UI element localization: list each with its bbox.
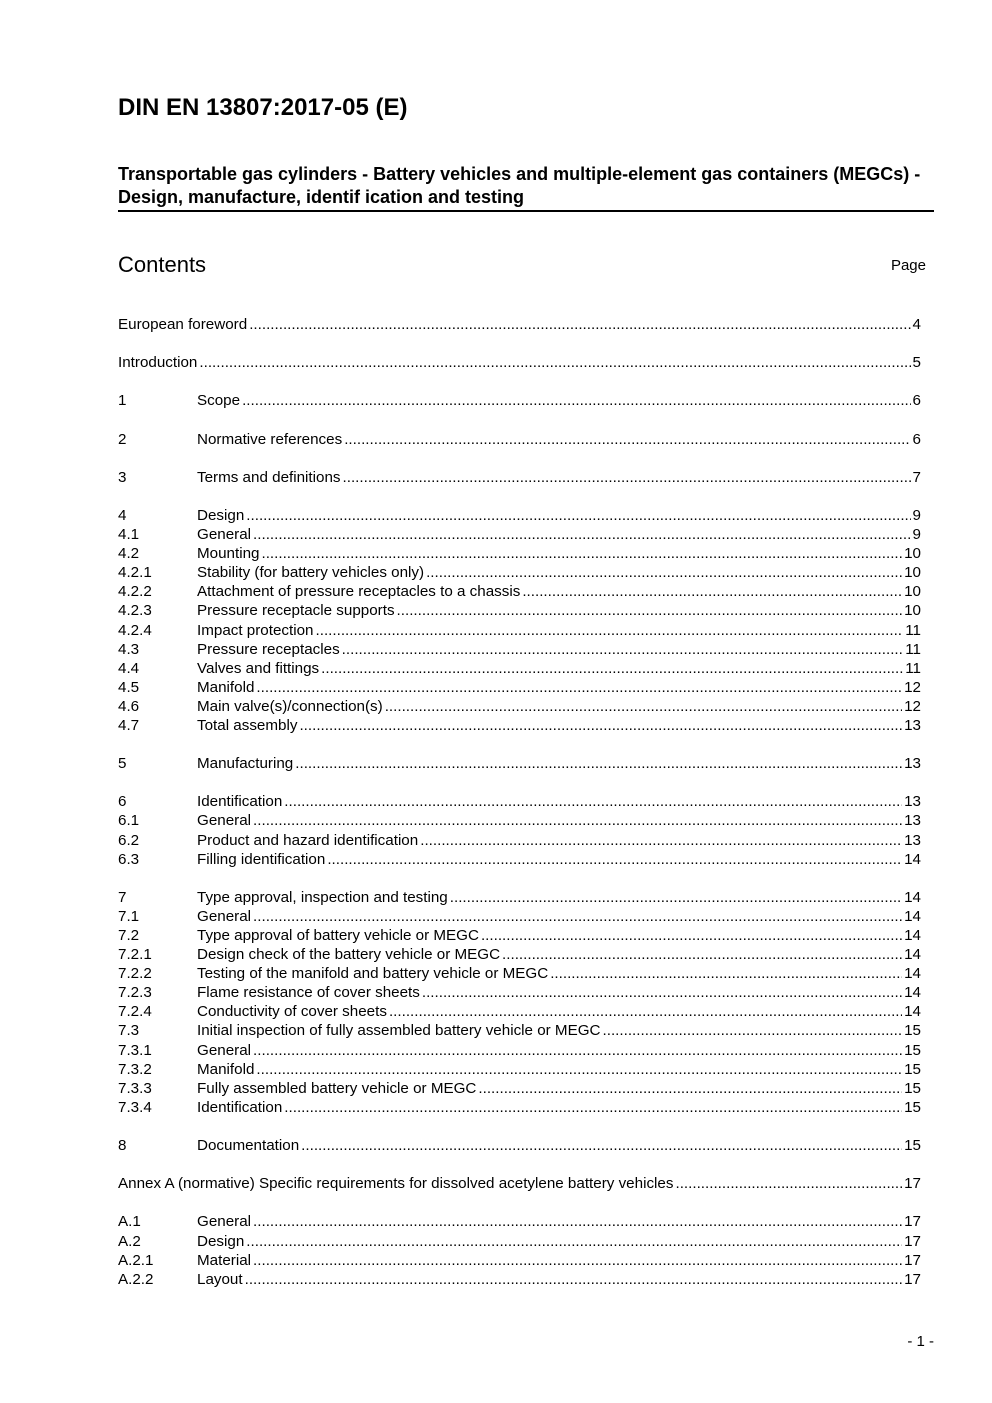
toc-entry-number: 4.6 bbox=[118, 697, 140, 715]
toc-dot-leader bbox=[343, 468, 911, 487]
toc-entry-page: 14 bbox=[904, 1003, 921, 1021]
toc-dot-leader bbox=[256, 1060, 902, 1079]
toc-dot-leader bbox=[253, 1041, 902, 1060]
toc-dot-leader bbox=[450, 888, 902, 907]
toc-entry-page: 13 bbox=[904, 793, 921, 811]
toc-entry-label: Type approval of battery vehicle or MEGC bbox=[197, 927, 479, 944]
toc-dot-leader bbox=[253, 907, 902, 926]
toc-entry-label: Filling identification bbox=[197, 850, 326, 868]
toc-entry[interactable] bbox=[118, 563, 921, 582]
toc-dot-leader bbox=[321, 659, 903, 678]
toc-entry-number: 7.3.1 bbox=[118, 1041, 152, 1059]
toc-entry[interactable] bbox=[118, 1174, 921, 1193]
toc-entry[interactable] bbox=[118, 525, 921, 544]
toc-dot-leader bbox=[420, 831, 902, 850]
toc-entry[interactable] bbox=[118, 1136, 921, 1155]
toc-entry-page: 17 bbox=[904, 1251, 921, 1269]
toc-entry-number: 7.2.1 bbox=[118, 946, 152, 964]
toc-entry-page: 17 bbox=[904, 1213, 921, 1231]
toc-entry[interactable] bbox=[118, 601, 921, 620]
toc-dot-leader bbox=[253, 811, 902, 830]
toc-entry-page: 14 bbox=[904, 850, 921, 868]
toc-entry-label: Terms and definitions bbox=[197, 468, 341, 486]
toc-entry[interactable] bbox=[118, 678, 921, 697]
toc-entry-number: 2 bbox=[118, 430, 127, 448]
toc-entry[interactable] bbox=[118, 1098, 921, 1117]
toc-entry-page: 14 bbox=[904, 965, 921, 983]
toc-entry[interactable] bbox=[118, 506, 921, 525]
toc-entry[interactable] bbox=[118, 716, 921, 735]
toc-entry[interactable] bbox=[118, 659, 921, 678]
toc-dot-leader bbox=[385, 697, 902, 716]
toc-entry-label: Identification bbox=[197, 1098, 283, 1116]
toc-entry-number: 7.3.2 bbox=[118, 1060, 152, 1078]
toc-entry-label: Normative references bbox=[197, 430, 343, 448]
toc-entry-label: Annex A (normative) Specific requirements for dissolved acetylene battery vehicles bbox=[118, 1175, 674, 1193]
toc-entry-label: General bbox=[197, 1213, 252, 1231]
toc-entry-number: 4.1 bbox=[118, 526, 140, 544]
toc-entry-number: A.2.2 bbox=[118, 1270, 154, 1288]
toc-dot-leader bbox=[199, 353, 910, 372]
page-column-label: Page bbox=[890, 257, 926, 274]
toc-entry[interactable] bbox=[118, 697, 921, 716]
toc-entry-page: 10 bbox=[904, 564, 921, 582]
toc-entry-label: General bbox=[197, 1041, 252, 1059]
toc-dot-leader bbox=[249, 315, 910, 334]
toc-entry-page: 10 bbox=[904, 545, 921, 563]
toc-entry-label: Pressure receptacles bbox=[197, 640, 340, 658]
toc-entry[interactable] bbox=[118, 1251, 921, 1270]
toc-entry[interactable] bbox=[118, 315, 921, 334]
toc-entry-number: A.1 bbox=[118, 1213, 141, 1231]
toc-dot-leader bbox=[246, 506, 910, 525]
toc-entry-number: 7.2.3 bbox=[118, 984, 152, 1002]
toc-entry-page: 15 bbox=[904, 1098, 921, 1116]
toc-dot-leader bbox=[344, 430, 910, 449]
toc-entry-page: 17 bbox=[904, 1175, 921, 1193]
toc-entry-number: 4.4 bbox=[118, 659, 140, 677]
toc-entry-page: 12 bbox=[904, 678, 921, 696]
toc-entry[interactable] bbox=[118, 1041, 921, 1060]
toc-entry[interactable] bbox=[118, 1002, 921, 1021]
toc-entry[interactable] bbox=[118, 391, 921, 410]
toc-dot-leader bbox=[253, 525, 911, 544]
toc-entry-number: 4 bbox=[118, 506, 127, 524]
toc-entry-page: 6 bbox=[912, 430, 921, 448]
toc-entry-label: Main valve(s)/connection(s) bbox=[197, 697, 383, 715]
toc-entry-number: 4.2 bbox=[118, 545, 140, 563]
toc-entry-number: 4.3 bbox=[118, 640, 140, 658]
toc-entry-label: Mounting bbox=[197, 545, 260, 563]
toc-entry-number: 6.2 bbox=[118, 831, 140, 849]
toc-dot-leader bbox=[284, 1098, 902, 1117]
toc-entry-number: 4.2.1 bbox=[118, 564, 152, 582]
toc-entry-page: 15 bbox=[904, 1022, 921, 1040]
toc-dot-leader bbox=[242, 391, 910, 410]
contents-heading: Contents bbox=[118, 252, 207, 277]
toc-entry-label: Manifold bbox=[197, 678, 255, 696]
toc-dot-leader bbox=[426, 563, 902, 582]
toc-dot-leader bbox=[253, 1212, 902, 1231]
toc-entry[interactable] bbox=[118, 621, 921, 640]
toc-dot-leader bbox=[342, 640, 904, 659]
toc-entry-number: 6 bbox=[118, 793, 127, 811]
toc-entry-label: General bbox=[197, 907, 252, 925]
toc-entry-page: 11 bbox=[905, 640, 921, 658]
toc-entry-page: 9 bbox=[912, 526, 921, 544]
toc-dot-leader bbox=[327, 850, 902, 869]
toc-entry-page: 11 bbox=[905, 659, 921, 677]
toc-dot-leader bbox=[301, 1136, 902, 1155]
toc-entry-label: Conductivity of cover sheets bbox=[197, 1003, 387, 1021]
toc-entry-page: 14 bbox=[904, 888, 921, 906]
toc-dot-leader bbox=[422, 983, 902, 1002]
toc-entry[interactable] bbox=[118, 1232, 921, 1251]
toc-entry[interactable] bbox=[118, 582, 921, 601]
toc-entry[interactable] bbox=[118, 945, 921, 964]
toc-dot-leader bbox=[603, 1021, 903, 1040]
toc-dot-leader bbox=[522, 582, 902, 601]
toc-entry-label: Scope bbox=[197, 392, 241, 410]
toc-entry-label: General bbox=[197, 812, 252, 830]
toc-entry-label: Total assembly bbox=[197, 716, 298, 734]
toc-entry-label: Initial inspection of fully assembled battery vehicle or MEGC bbox=[197, 1022, 601, 1040]
toc-entry-page: 15 bbox=[904, 1041, 921, 1059]
toc-dot-leader bbox=[256, 678, 902, 697]
toc-entry-number: 4.7 bbox=[118, 716, 140, 734]
toc-entry-label: General bbox=[197, 526, 252, 544]
toc-entry-page: 9 bbox=[912, 506, 921, 524]
toc-entry[interactable] bbox=[118, 926, 921, 945]
toc-entry-number: 5 bbox=[118, 755, 127, 773]
toc-entry-page: 10 bbox=[904, 583, 921, 601]
toc-entry-label: Documentation bbox=[197, 1137, 300, 1155]
toc-entry-number: 7.3.4 bbox=[118, 1098, 152, 1116]
toc-entry-page: 14 bbox=[904, 984, 921, 1002]
toc-entry-number: 7.1 bbox=[118, 907, 140, 925]
toc-entry-label: Fully assembled battery vehicle or MEGC bbox=[197, 1079, 477, 1097]
toc-dot-leader bbox=[253, 1251, 902, 1270]
toc-entry[interactable] bbox=[118, 964, 921, 983]
toc-dot-leader bbox=[316, 621, 904, 640]
toc-entry-page: 11 bbox=[905, 621, 921, 639]
toc-entry[interactable] bbox=[118, 353, 921, 372]
toc-entry-number: 7 bbox=[118, 888, 127, 906]
toc-entry-number: 7.3 bbox=[118, 1022, 140, 1040]
toc-entry-label: Material bbox=[197, 1251, 252, 1269]
toc-entry[interactable] bbox=[118, 792, 921, 811]
toc-entry-label: Layout bbox=[197, 1270, 243, 1288]
toc-entry-number: 4.2.2 bbox=[118, 583, 152, 601]
toc-dot-leader bbox=[550, 964, 902, 983]
toc-entry-page: 5 bbox=[912, 354, 921, 372]
toc-entry-page: 17 bbox=[904, 1270, 921, 1288]
toc-entry-label: Impact protection bbox=[197, 621, 314, 639]
document-subtitle: Transportable gas cylinders - Battery vehicles and multiple-element gas containers (MEGCs) - Design, manufacture, identif ication and testing bbox=[118, 163, 934, 212]
toc-entry[interactable] bbox=[118, 1079, 921, 1098]
toc-dot-leader bbox=[299, 716, 902, 735]
toc-entry[interactable] bbox=[118, 907, 921, 926]
toc-entry-number: 7.3.3 bbox=[118, 1079, 152, 1097]
toc-entry[interactable] bbox=[118, 888, 921, 907]
page-number: - 1 - bbox=[907, 1333, 934, 1350]
toc-entry-page: 15 bbox=[904, 1079, 921, 1097]
toc-entry-number: 7.2.4 bbox=[118, 1003, 152, 1021]
toc-entry-page: 15 bbox=[904, 1060, 921, 1078]
toc-entry-page: 13 bbox=[904, 831, 921, 849]
toc-entry-label: Product and hazard identification bbox=[197, 831, 419, 849]
toc-entry-page: 15 bbox=[904, 1137, 921, 1155]
toc-entry-label: European foreword bbox=[118, 316, 248, 333]
toc-entry[interactable] bbox=[118, 1060, 921, 1079]
toc-entry[interactable] bbox=[118, 468, 921, 487]
toc-entry-page: 10 bbox=[904, 602, 921, 620]
toc-entry[interactable] bbox=[118, 831, 921, 850]
toc-entry-page: 14 bbox=[904, 946, 921, 964]
toc-entry-number: 3 bbox=[118, 468, 127, 486]
toc-dot-leader bbox=[246, 1232, 902, 1251]
toc-dot-leader bbox=[478, 1079, 902, 1098]
toc-entry-label: Manifold bbox=[197, 1060, 255, 1078]
toc-entry-label: Design bbox=[197, 506, 245, 524]
toc-entry[interactable] bbox=[118, 850, 921, 869]
toc-dot-leader bbox=[481, 926, 902, 945]
toc-entry-number: 8 bbox=[118, 1137, 127, 1155]
toc-dot-leader bbox=[284, 792, 902, 811]
toc-entry-page: 13 bbox=[904, 812, 921, 830]
toc-entry-label: Design check of the battery vehicle or MEGC bbox=[197, 946, 501, 964]
toc-entry-number: 4.2.4 bbox=[118, 621, 152, 639]
toc-entry[interactable] bbox=[118, 430, 921, 449]
toc-entry[interactable] bbox=[118, 1021, 921, 1040]
toc-dot-leader bbox=[675, 1174, 902, 1193]
toc-entry-number: A.2 bbox=[118, 1232, 141, 1250]
toc-entry[interactable] bbox=[118, 1270, 921, 1289]
toc-entry[interactable] bbox=[118, 983, 921, 1002]
toc-entry-label: Manufacturing bbox=[197, 755, 294, 773]
toc-dot-leader bbox=[389, 1002, 902, 1021]
toc-entry-page: 14 bbox=[904, 907, 921, 925]
toc-entry-number: 4.5 bbox=[118, 678, 140, 696]
toc-entry-label: Design bbox=[197, 1232, 245, 1250]
toc-entry-number: 1 bbox=[118, 392, 127, 410]
toc-entry-label: Attachment of pressure receptacles to a chassis bbox=[197, 583, 521, 601]
toc-entry-label: Identification bbox=[197, 793, 283, 811]
toc-entry-page: 14 bbox=[904, 927, 921, 944]
toc-entry-number: 4.2.3 bbox=[118, 602, 152, 620]
document-title: DIN EN 13807:2017-05 (E) bbox=[118, 94, 408, 121]
toc-entry-label: Valves and fittings bbox=[197, 659, 320, 677]
toc-entry-number: 7.2 bbox=[118, 927, 140, 944]
toc-entry-page: 7 bbox=[912, 468, 921, 486]
table-of-contents bbox=[118, 315, 921, 1289]
toc-entry-label: Testing of the manifold and battery vehicle or MEGC bbox=[197, 965, 549, 983]
toc-entry-page: 4 bbox=[912, 316, 921, 333]
toc-entry[interactable] bbox=[118, 1212, 921, 1231]
toc-entry[interactable] bbox=[118, 640, 921, 659]
toc-entry-label: Flame resistance of cover sheets bbox=[197, 984, 420, 1002]
toc-entry-number: 6.3 bbox=[118, 850, 140, 868]
toc-entry-page: 17 bbox=[904, 1232, 921, 1250]
toc-dot-leader bbox=[295, 754, 902, 773]
toc-entry[interactable] bbox=[118, 544, 921, 563]
toc-dot-leader bbox=[502, 945, 902, 964]
toc-entry-page: 12 bbox=[904, 697, 921, 715]
toc-entry-label: Pressure receptacle supports bbox=[197, 602, 395, 620]
toc-entry-page: 13 bbox=[904, 755, 921, 773]
toc-dot-leader bbox=[397, 601, 903, 620]
toc-entry-number: 6.1 bbox=[118, 812, 140, 830]
toc-entry-label: Type approval, inspection and testing bbox=[197, 888, 448, 906]
toc-dot-leader bbox=[245, 1270, 902, 1289]
toc-entry[interactable] bbox=[118, 811, 921, 830]
toc-entry-number: A.2.1 bbox=[118, 1251, 154, 1269]
toc-entry-page: 6 bbox=[912, 392, 921, 410]
toc-entry-number: 7.2.2 bbox=[118, 965, 152, 983]
toc-entry-page: 13 bbox=[904, 716, 921, 734]
toc-entry-label: Introduction bbox=[118, 354, 198, 372]
toc-entry-label: Stability (for battery vehicles only) bbox=[197, 564, 425, 582]
toc-entry[interactable] bbox=[118, 754, 921, 773]
toc-dot-leader bbox=[261, 544, 902, 563]
